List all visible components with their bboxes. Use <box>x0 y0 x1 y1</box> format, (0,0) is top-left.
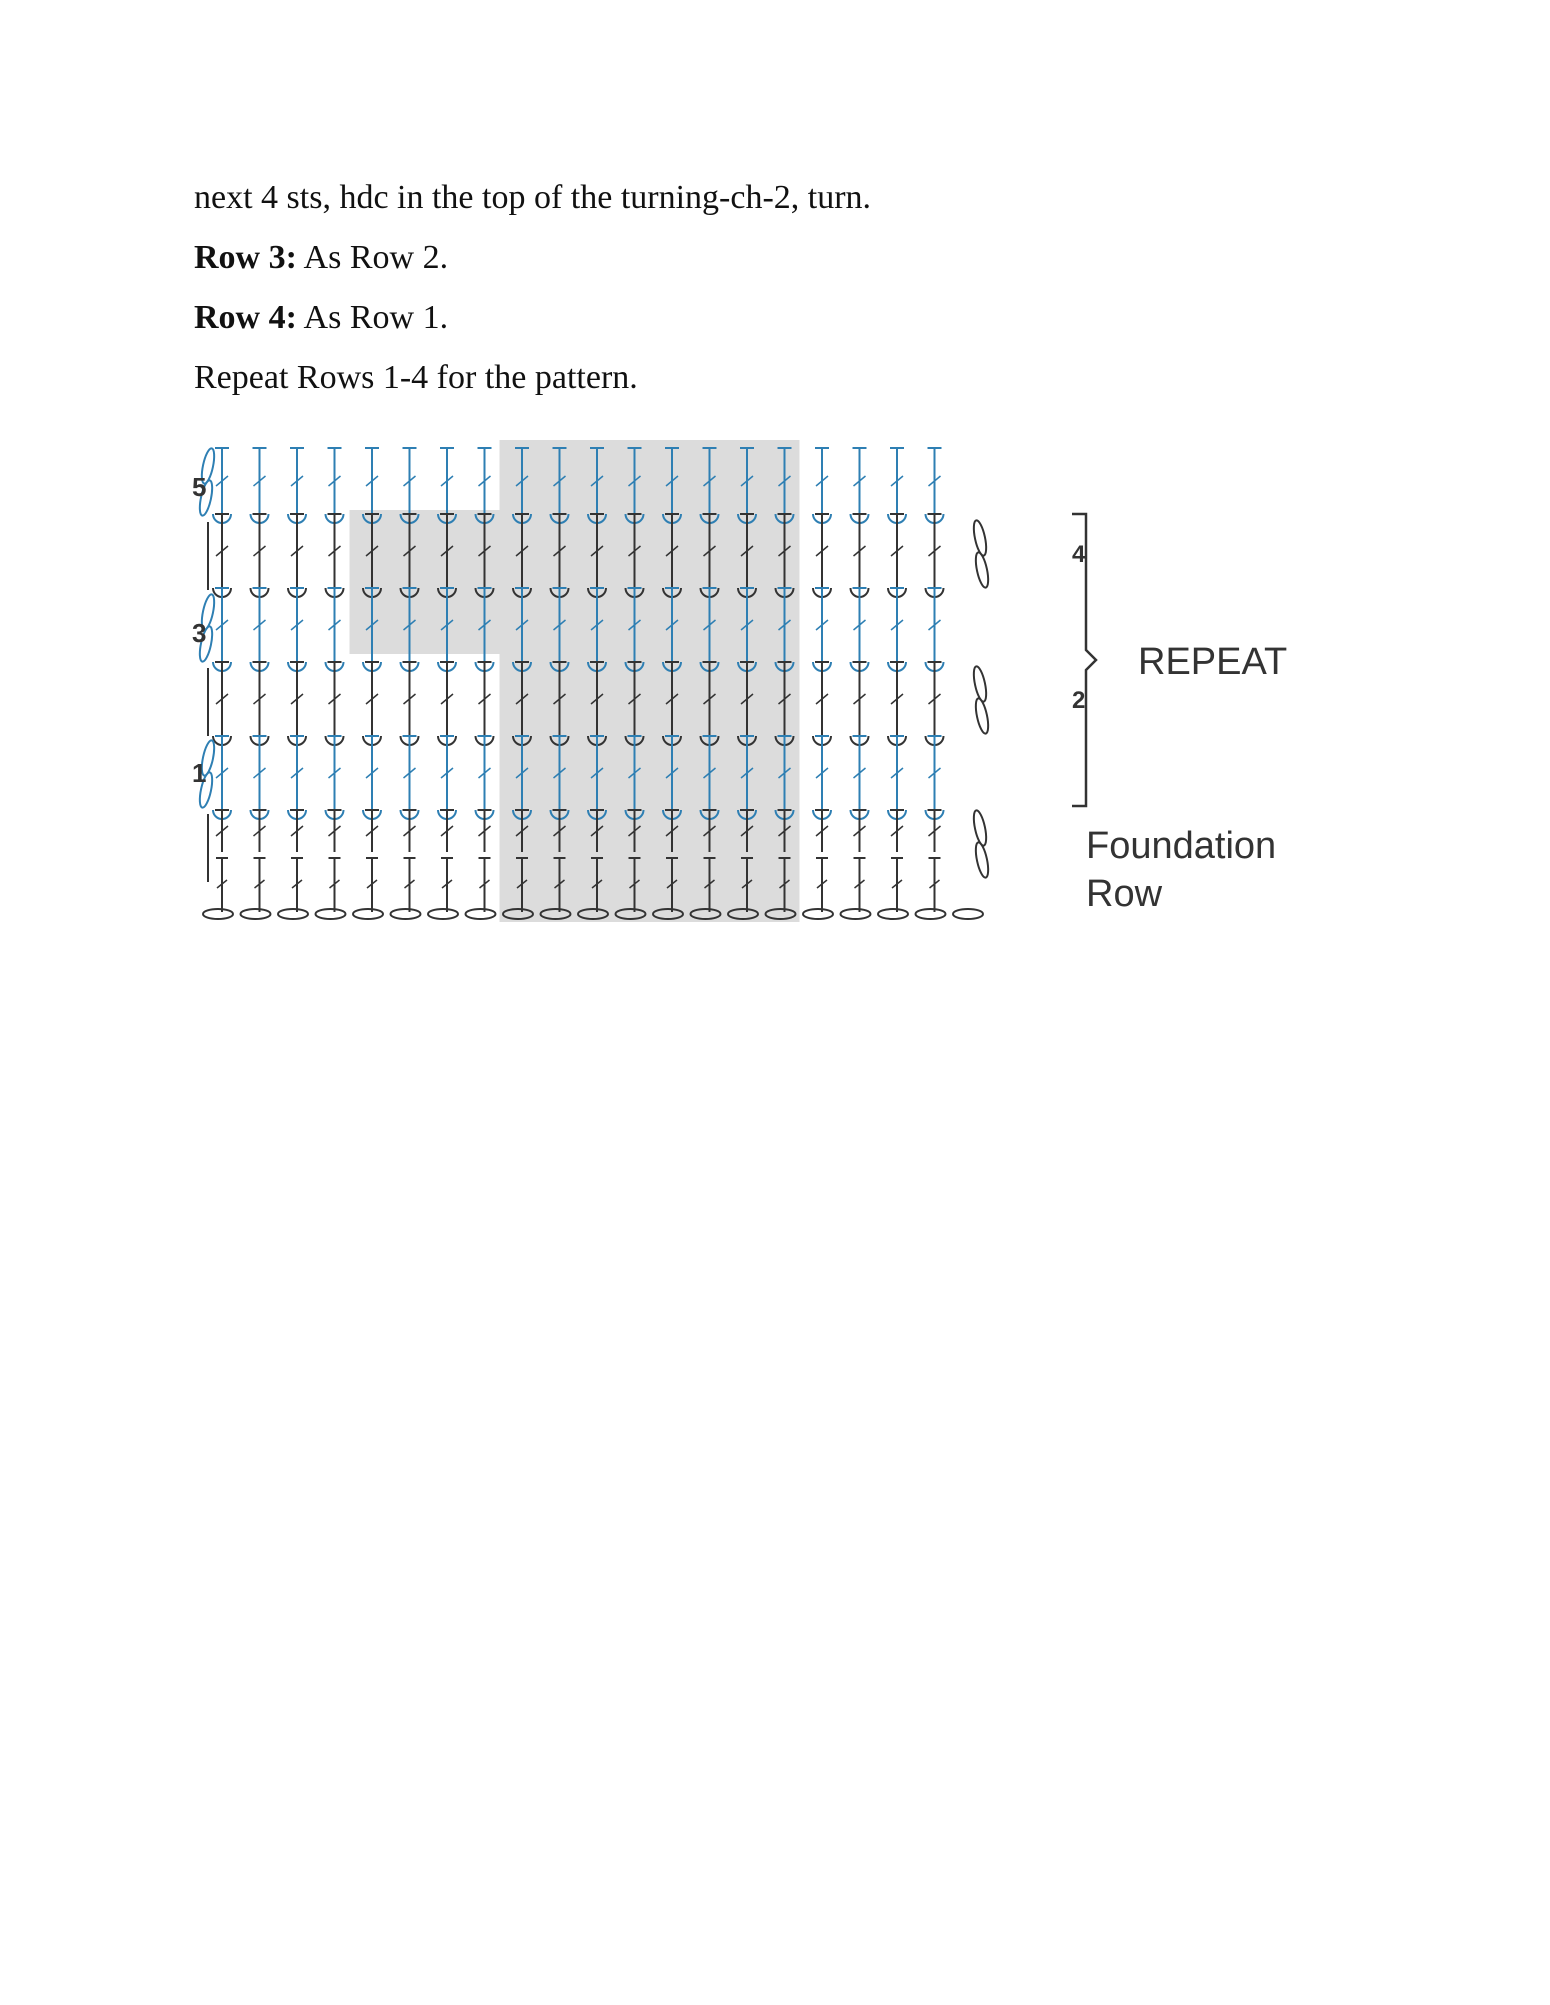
chain-stitch <box>316 909 346 919</box>
crochet-stitch-chart <box>180 440 1360 940</box>
foundation-label-line-1: Foundation <box>1086 825 1277 867</box>
paragraph-row-4: Row 4: As Row 1. <box>194 299 449 336</box>
row-number-1: 1 <box>192 758 207 788</box>
turning-chain <box>973 551 990 588</box>
row-number-3: 3 <box>192 618 207 648</box>
turning-chain <box>971 665 988 702</box>
row-4-label: Row 4: <box>194 299 297 336</box>
instructions-text <box>194 178 1374 418</box>
turning-chain <box>973 841 990 878</box>
paragraph-continuation: next 4 sts, hdc in the top of the turning-ch-2, turn. <box>194 179 872 216</box>
turning-chain <box>971 519 988 556</box>
repeat-label: REPEAT <box>1138 641 1288 683</box>
chain-stitch <box>466 909 496 919</box>
chain-stitch <box>278 909 308 919</box>
paragraph-repeat: Repeat Rows 1-4 for the pattern. <box>194 359 638 396</box>
foundation-label-line-2: Row <box>1086 873 1163 915</box>
turning-chain <box>973 697 990 734</box>
repeat-highlight <box>350 440 800 922</box>
chain-stitch <box>203 909 233 919</box>
row-number-5: 5 <box>192 472 207 502</box>
chain-stitch <box>953 909 983 919</box>
row-number-4: 4 <box>1072 541 1086 568</box>
chain-stitch <box>878 909 908 919</box>
chain-stitch <box>916 909 946 919</box>
chain-stitch <box>841 909 871 919</box>
chain-stitch <box>241 909 271 919</box>
paragraph-row-3: Row 3: As Row 2. <box>194 239 449 276</box>
chain-stitch <box>391 909 421 919</box>
turning-chain <box>971 809 988 846</box>
chain-stitch <box>803 909 833 919</box>
row-number-2: 2 <box>1072 687 1086 714</box>
chain-stitch <box>353 909 383 919</box>
row-3-label: Row 3: <box>194 239 297 276</box>
chain-stitch <box>428 909 458 919</box>
